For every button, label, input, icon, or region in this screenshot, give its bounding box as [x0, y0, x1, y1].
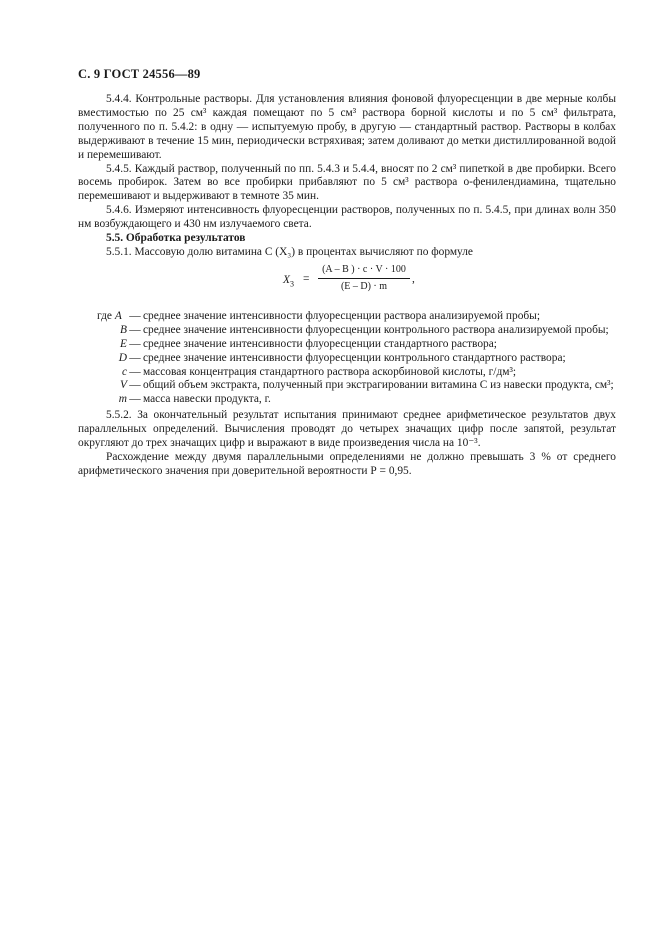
page-header: С. 9 ГОСТ 24556—89	[78, 67, 201, 81]
paragraph-5-5-1: 5.5.1. Массовую долю витамина С (X₃) в процентах вычисляют по формуле	[106, 245, 473, 258]
definition-symbol: m	[118, 393, 127, 406]
variable-definitions	[78, 310, 616, 407]
formula-fraction	[318, 263, 410, 293]
paragraph-5-4-4: 5.4.4. Контрольные растворы. Для установления влияния фоновой флуоресценции в две мерные колбы вместимостью по 25 см³ каждая помещают по 5 см³ раствора борной кислоты и по 5 см³ фильтрата, полученного по п. 5.4.2: в одну — испытуемую пробу, в другую — стандартный раствор. Растворы в колбах выдерживают в течение 15 мин, периодически встряхивая; затем доливают до метки дистиллированной водой и перемешивают.	[78, 93, 616, 161]
formula-x3	[78, 263, 616, 301]
document-body	[78, 93, 616, 479]
paragraph-tolerance: Расхождение между двумя параллельными определениями не должно превышать 3 % от среднего арифметического значения при доверительной вероятности Р = 0,95.	[78, 450, 616, 477]
definition-text: масса навески продукта, г.	[143, 393, 271, 406]
definition-dash: —	[129, 393, 141, 406]
formula-numerator: (A – B ) · c · V · 100	[322, 263, 406, 275]
paragraph-5-4-6: 5.4.6. Измеряют интенсивность флуоресценции растворов, полученных по п. 5.4.5, при длинах волн 350 нм возбуждающего и 430 нм излучаемого света.	[78, 204, 616, 231]
paragraph-5-5-2: 5.5.2. За окончательный результат испытания принимают среднее арифметическое результатов двух параллельных определений. Вычисления проводят до четырех значащих цифр после запятой, результат округляют до трех значащих цифр и выражают в виде произведения числа на 10⁻³.	[78, 409, 616, 450]
section-heading-5-5: 5.5. Обработка результатов	[106, 232, 246, 245]
definition-item	[78, 366, 616, 380]
formula-comma: ,	[412, 272, 415, 285]
definition-text: среднее значение интенсивности флуоресценции стандартного раствора;	[143, 337, 497, 350]
definition-text: массовая концентрация стандартного раствора аскорбиновой кислоты, г/дм³;	[143, 365, 517, 378]
definition-symbol: B	[120, 323, 127, 336]
definition-item	[78, 338, 616, 352]
definition-item	[78, 379, 616, 393]
definition-symbol: c	[121, 365, 127, 378]
definition-text: среднее значение интенсивности флуоресценции контрольного стандартного раствора;	[143, 351, 566, 364]
definition-item	[78, 324, 616, 338]
formula-equals: =	[303, 272, 310, 285]
definition-text: среднее значение интенсивности флуоресценции раствора анализируемой пробы;	[143, 309, 540, 322]
formula-denominator: (E – D) · m	[318, 278, 410, 293]
definition-dash: —	[129, 337, 141, 350]
definitions-intro: где	[97, 309, 112, 322]
definition-symbol: A	[114, 309, 122, 322]
definition-item	[78, 352, 616, 366]
definition-item	[78, 310, 616, 324]
definition-text: общий объем экстракта, полученный при экстрагировании витамина С из навески продукта, см³;	[143, 379, 614, 392]
definition-dash: —	[129, 379, 141, 392]
definition-symbol: V	[120, 379, 127, 392]
definition-text: среднее значение интенсивности флуоресценции контрольного раствора анализируемой пробы;	[143, 323, 609, 336]
paragraph-5-4-5: 5.4.5. Каждый раствор, полученный по пп. 5.4.3 и 5.4.4, вносят по 2 см³ пипеткой в две пробирки. Всего восемь пробирок. Затем во все пробирки прибавляют по 5 см³ раствора о-фенилендиамина, тщательно перемешивают и выдерживают в темноте 35 мин.	[78, 162, 616, 203]
definition-symbol: D	[118, 351, 127, 364]
formula-lhs: $X_3$	[283, 273, 294, 289]
definition-symbol: E	[120, 337, 127, 350]
definition-dash: —	[129, 365, 141, 378]
definition-item	[78, 393, 616, 407]
definition-dash: —	[129, 323, 141, 336]
definition-dash: —	[129, 309, 141, 322]
definition-dash: —	[129, 351, 141, 364]
